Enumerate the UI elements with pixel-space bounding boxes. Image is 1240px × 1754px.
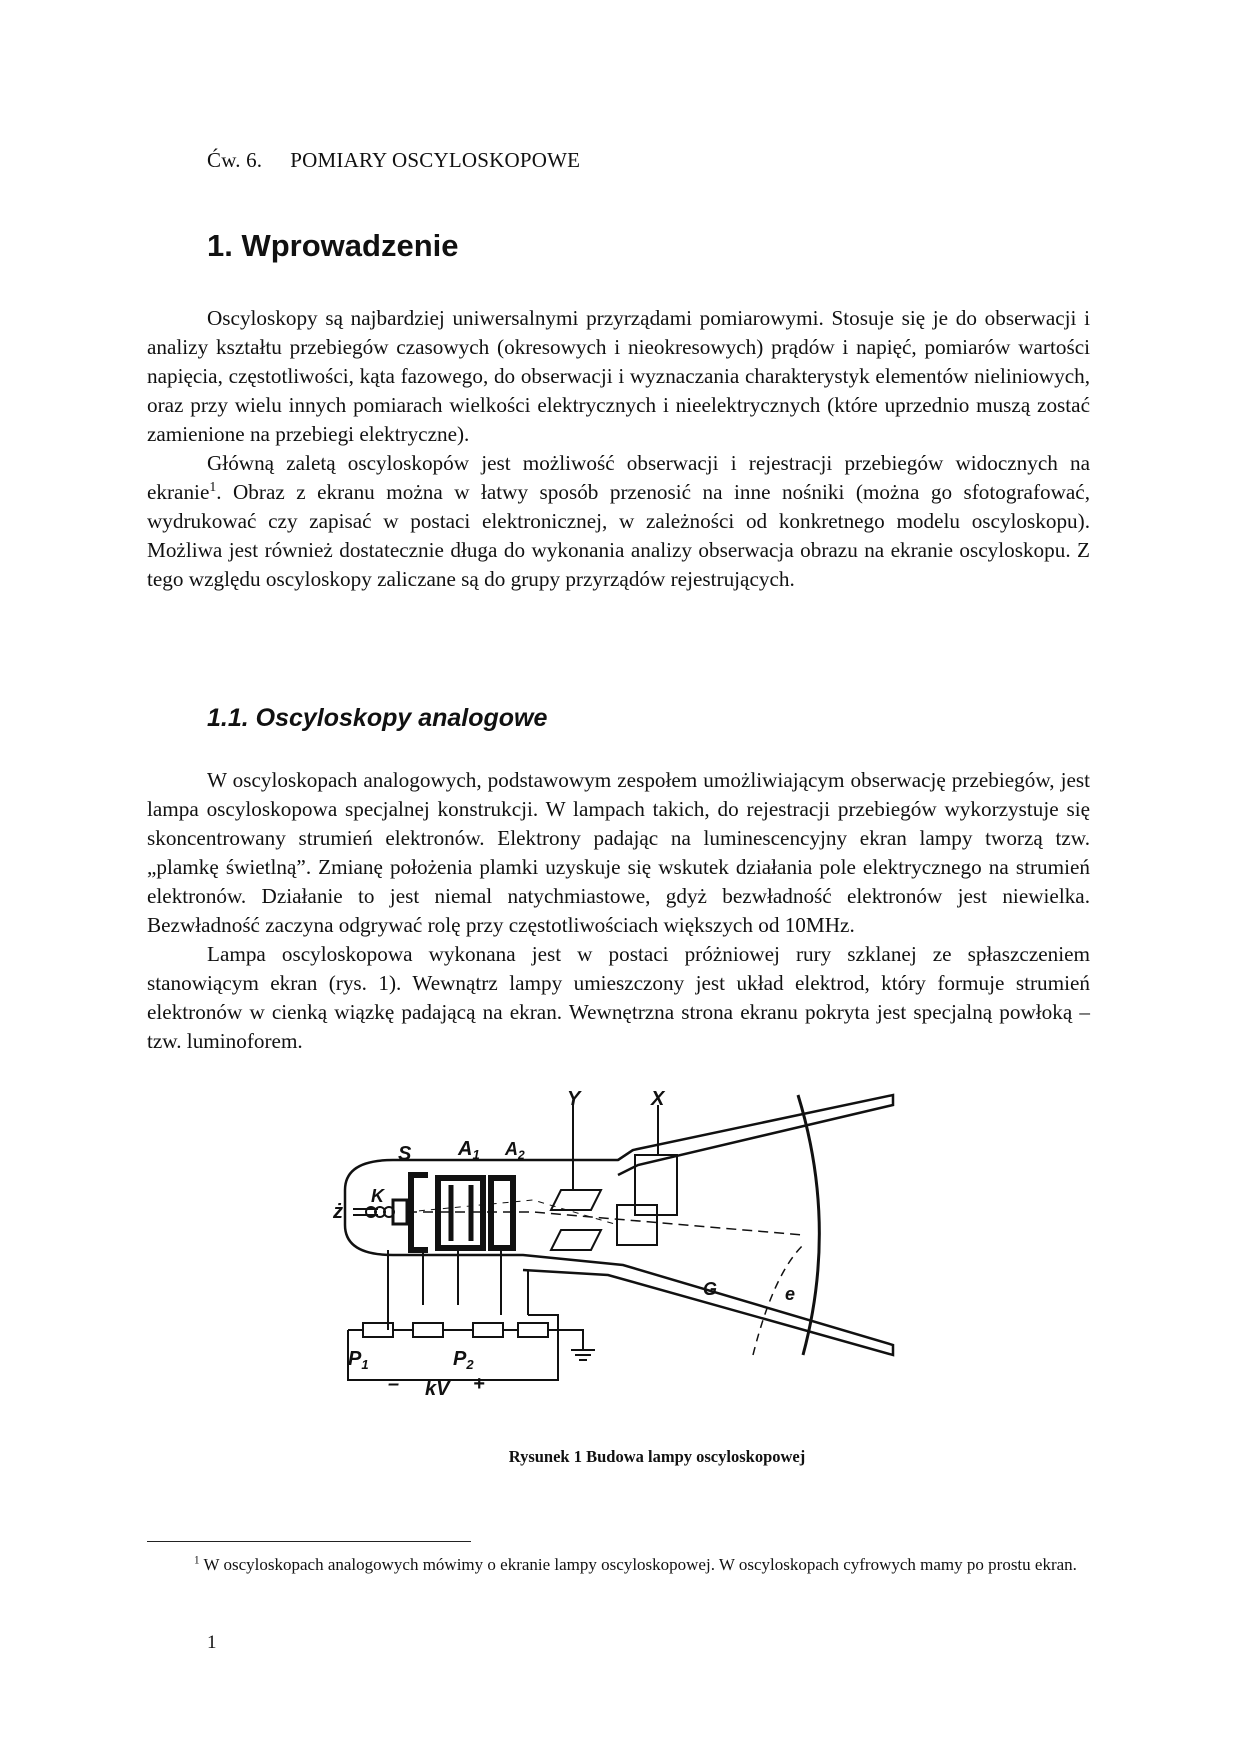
footnote-divider [147, 1541, 471, 1542]
screen [798, 1095, 819, 1355]
label-s: S [398, 1143, 412, 1165]
electron-beam [407, 1212, 803, 1235]
label-p1: $P_1$ [348, 1348, 369, 1372]
label-plus: + [473, 1373, 485, 1395]
y-deflection-plate [551, 1190, 601, 1210]
exercise-number: Ćw. 6. [207, 148, 263, 172]
anode-a1 [438, 1178, 483, 1248]
section-1-body [147, 304, 1090, 594]
paragraph: Główną zaletą oscyloskopów jest możliwość obserwacji i rejestracji przebiegów widocznych na ekranie$^1$. Obraz z ekranu można w łatwy sposób przenosić na inne nośniki (można go sfotografować, wydrukować czy zapisać w postaci elektronicznej, w zależności od konkretnego modelu oscyloskopu). Możliwa jest również dostatecznie długa do wykonania analizy obserwacja obrazu na ekranie oscyloskopu. Z tego względu oscyloskopy zaliczane są do grupy przyrządów rejestrujących. [147, 451, 1090, 591]
ground-symbol [558, 1330, 595, 1360]
label-x: X [651, 1088, 665, 1110]
section-1-1-body [147, 766, 1090, 1056]
figure-caption: Rysunek 1 Budowa lampy oscyloskopowej [508, 1447, 806, 1466]
label-y: Y [567, 1088, 581, 1110]
paragraph: Lampa oscyloskopowa wykonana jest w postaci próżniowej rury szklanej ze spłaszczeniem stanowiącym ekran (rys. 1). Wewnątrz lampy umieszczony jest układ elektrod, który formuje strumień elektronów w cienką wiązkę padającą na ekran. Wewnętrzna strona ekranu pokryta jest specjalną powłoką – tzw. luminoforem. [147, 942, 1090, 1053]
exercise-header [207, 148, 580, 173]
label-k: K [371, 1186, 384, 1206]
anode-a2 [491, 1178, 513, 1248]
page-number: 1 [207, 1632, 217, 1653]
crt-diagram [333, 1088, 938, 1435]
paragraph: Oscyloskopy są najbardziej uniwersalnymi przyrządami pomiarowymi. Stosuje się je do obserwacji i analizy kształtu przebiegów czasowych (okresowych i nieokresowych) prądów i napięć, pomiarów wartości napięcia, częstotliwości, kąta fazowego, do obserwacji i wyznaczania charakterystyk elementów nieliniowych, oraz przy wielu innych pomiarach wielkości elektrycznych i nieelektrycznych (które uprzednio muszą zostać zamienione na przebiegi elektryczne). [147, 306, 1090, 446]
label-minus: – [388, 1373, 400, 1395]
exercise-title: POMIARY OSCYLOSKOPOWE [290, 148, 581, 172]
label-g: G [703, 1279, 718, 1299]
label-p2: $P_2$ [453, 1348, 474, 1372]
footnote-mark: 1 [194, 1554, 200, 1567]
label-a1: $A_1$ [458, 1138, 480, 1162]
paragraph: W oscyloskopach analogowych, podstawowym zespołem umożliwiającym obserwację przebiegów, jest lampa oscyloskopowa specjalnej konstrukcji. W lampach takich, do rejestracji przebiegów wykorzystuje się skoncentrowany strumień elektronów. Elektrony padając na luminescencyjny ekran lampy tworzą tzw. „plamkę świetlną”. Zmianę położenia plamki uzyskuje się wskutek działania pole elektrycznego na strumień elektronów. Działanie to jest niemal natychmiastowe, gdyż bezwładność elektronów jest niewielka. Bezwładność zaczyna odgrywać rolę przy częstotliwościach większych od 10MHz. [147, 768, 1090, 937]
section-heading-analog-oscilloscopes: 1.1. Oscyloskopy analogowe [207, 704, 548, 732]
label-kv: kV [425, 1378, 450, 1400]
label-e: e [785, 1284, 796, 1304]
section-heading-introduction: 1. Wprowadzenie [207, 228, 459, 263]
footnote: $^1$ W oscyloskopach analogowych mówimy o ekranie lampy oscyloskopowej. W oscyloskopach cyfrowych mamy po prostu ekran. [194, 1554, 1077, 1574]
label-z: ż [333, 1201, 343, 1223]
footnote-reference[interactable]: 1 [209, 478, 217, 494]
label-a2: $A_2$ [505, 1139, 525, 1162]
cathode [393, 1200, 407, 1224]
